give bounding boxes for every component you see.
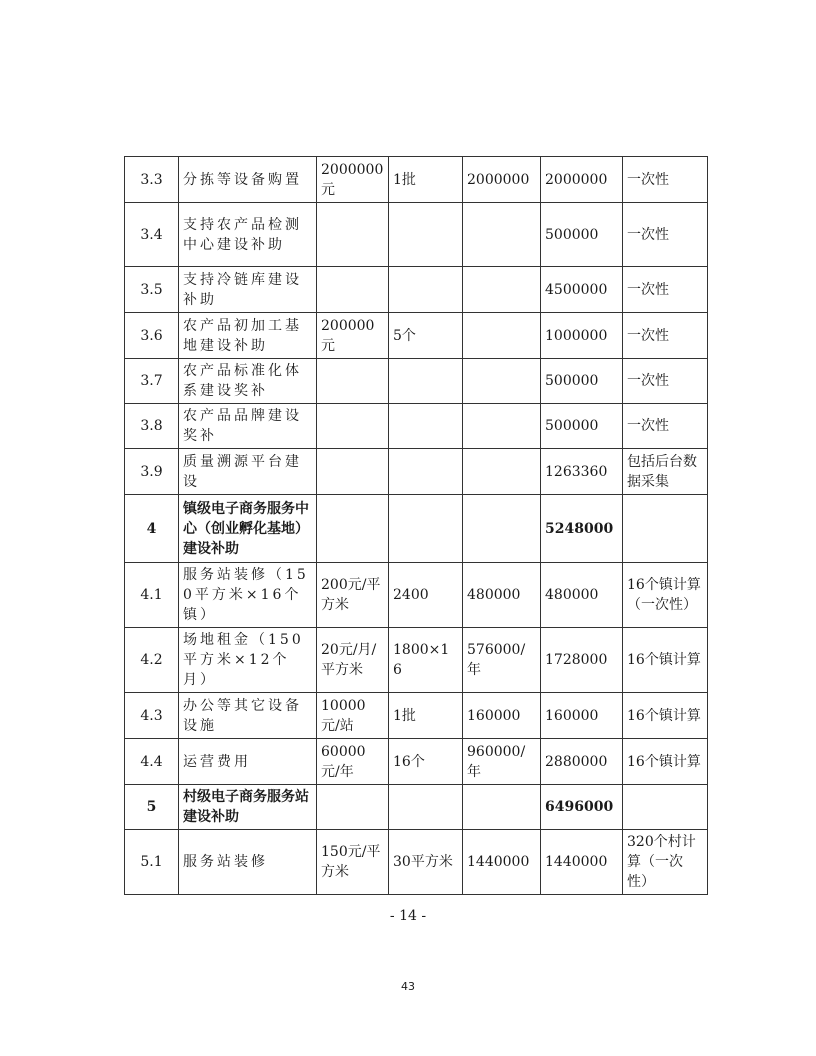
cell-price: 200000元 <box>317 313 389 359</box>
cell-item: 分拣等设备购置 <box>179 157 317 203</box>
cell-item: 运营费用 <box>179 739 317 785</box>
table-row <box>125 739 708 785</box>
cell-note: 320个村计算（一次性） <box>623 830 708 895</box>
cell-no: 5 <box>125 785 179 830</box>
cell-item: 农产品标准化体系建设奖补 <box>179 359 317 404</box>
cell-note: 16个镇计算 <box>623 739 708 785</box>
cell-qty <box>389 449 463 495</box>
cell-qty <box>389 267 463 313</box>
cell-item: 服务站装修（150平方米×16个镇） <box>179 563 317 628</box>
cell-qty: 1800×16 <box>389 628 463 693</box>
cell-no: 3.7 <box>125 359 179 404</box>
cell-cost: 1440000 <box>463 830 541 895</box>
cell-note: 一次性 <box>623 203 708 267</box>
cell-total: 1440000 <box>541 830 623 895</box>
cell-qty: 1批 <box>389 693 463 739</box>
cell-total: 500000 <box>541 404 623 449</box>
cell-qty: 1批 <box>389 157 463 203</box>
pdf-page-number: 43 <box>401 980 415 993</box>
cell-price <box>317 359 389 404</box>
cell-cost <box>463 203 541 267</box>
cell-cost: 480000 <box>463 563 541 628</box>
cell-no: 4.1 <box>125 563 179 628</box>
cell-item: 质量溯源平台建设 <box>179 449 317 495</box>
cell-cost <box>463 313 541 359</box>
cell-note: 一次性 <box>623 267 708 313</box>
table-row <box>125 404 708 449</box>
cell-cost: 2000000 <box>463 157 541 203</box>
cell-note: 包括后台数据采集 <box>623 449 708 495</box>
cell-cost <box>463 267 541 313</box>
cell-qty: 30平方米 <box>389 830 463 895</box>
table-row <box>125 157 708 203</box>
cell-note: 16个镇计算 <box>623 628 708 693</box>
cell-total: 2880000 <box>541 739 623 785</box>
cell-price: 200元/平方米 <box>317 563 389 628</box>
cell-qty: 16个 <box>389 739 463 785</box>
cell-total: 6496000 <box>541 785 623 830</box>
cell-qty <box>389 495 463 563</box>
table-row <box>125 449 708 495</box>
table-row <box>125 563 708 628</box>
cell-no: 4.3 <box>125 693 179 739</box>
cell-cost <box>463 449 541 495</box>
cell-item: 支持农产品检测中心建设补助 <box>179 203 317 267</box>
cell-note: 一次性 <box>623 157 708 203</box>
cell-total: 160000 <box>541 693 623 739</box>
cell-total: 2000000 <box>541 157 623 203</box>
cell-cost <box>463 359 541 404</box>
cell-price: 60000元/年 <box>317 739 389 785</box>
table-row <box>125 830 708 895</box>
cell-no: 3.8 <box>125 404 179 449</box>
cell-note: 一次性 <box>623 359 708 404</box>
table-row <box>125 203 708 267</box>
cell-cost: 576000/年 <box>463 628 541 693</box>
table-row <box>125 628 708 693</box>
cell-item: 支持冷链库建设补助 <box>179 267 317 313</box>
cell-total: 4500000 <box>541 267 623 313</box>
table-row <box>125 785 708 830</box>
cell-cost <box>463 785 541 830</box>
cell-item: 场地租金（150平方米×12个月） <box>179 628 317 693</box>
cell-item: 村级电子商务服务站建设补助 <box>179 785 317 830</box>
cell-price <box>317 495 389 563</box>
cell-total: 500000 <box>541 203 623 267</box>
cell-no: 3.6 <box>125 313 179 359</box>
cell-item: 办公等其它设备设施 <box>179 693 317 739</box>
cell-qty: 5个 <box>389 313 463 359</box>
cell-no: 3.3 <box>125 157 179 203</box>
budget-table <box>124 156 708 895</box>
cell-total: 1263360 <box>541 449 623 495</box>
table-row <box>125 495 708 563</box>
cell-no: 4.2 <box>125 628 179 693</box>
cell-no: 3.4 <box>125 203 179 267</box>
cell-no: 3.5 <box>125 267 179 313</box>
cell-price <box>317 449 389 495</box>
cell-total: 1000000 <box>541 313 623 359</box>
cell-item: 农产品初加工基地建设补助 <box>179 313 317 359</box>
cell-no: 4 <box>125 495 179 563</box>
cell-item: 农产品品牌建设奖补 <box>179 404 317 449</box>
cell-qty: 2400 <box>389 563 463 628</box>
page-label: - 14 - <box>389 908 427 924</box>
cell-qty <box>389 203 463 267</box>
table-row <box>125 313 708 359</box>
table-row <box>125 359 708 404</box>
cell-price: 10000元/站 <box>317 693 389 739</box>
cell-note <box>623 495 708 563</box>
table-row <box>125 693 708 739</box>
cell-no: 5.1 <box>125 830 179 895</box>
cell-price <box>317 404 389 449</box>
cell-qty <box>389 785 463 830</box>
cell-cost <box>463 404 541 449</box>
cell-price <box>317 785 389 830</box>
cell-cost <box>463 495 541 563</box>
cell-cost: 160000 <box>463 693 541 739</box>
cell-price: 2000000元 <box>317 157 389 203</box>
cell-note: 一次性 <box>623 313 708 359</box>
budget-table-body <box>125 157 708 895</box>
cell-no: 4.4 <box>125 739 179 785</box>
cell-note: 一次性 <box>623 404 708 449</box>
cell-qty <box>389 359 463 404</box>
cell-item: 镇级电子商务服务中心（创业孵化基地）建设补助 <box>179 495 317 563</box>
cell-price <box>317 203 389 267</box>
cell-note: 16个镇计算 <box>623 693 708 739</box>
cell-price: 20元/月/平方米 <box>317 628 389 693</box>
table-row <box>125 267 708 313</box>
cell-note: 16个镇计算（一次性） <box>623 563 708 628</box>
cell-cost: 960000/年 <box>463 739 541 785</box>
cell-total: 5248000 <box>541 495 623 563</box>
cell-total: 1728000 <box>541 628 623 693</box>
cell-note <box>623 785 708 830</box>
cell-total: 480000 <box>541 563 623 628</box>
cell-qty <box>389 404 463 449</box>
cell-no: 3.9 <box>125 449 179 495</box>
cell-price: 150元/平方米 <box>317 830 389 895</box>
cell-price <box>317 267 389 313</box>
cell-item: 服务站装修 <box>179 830 317 895</box>
cell-total: 500000 <box>541 359 623 404</box>
